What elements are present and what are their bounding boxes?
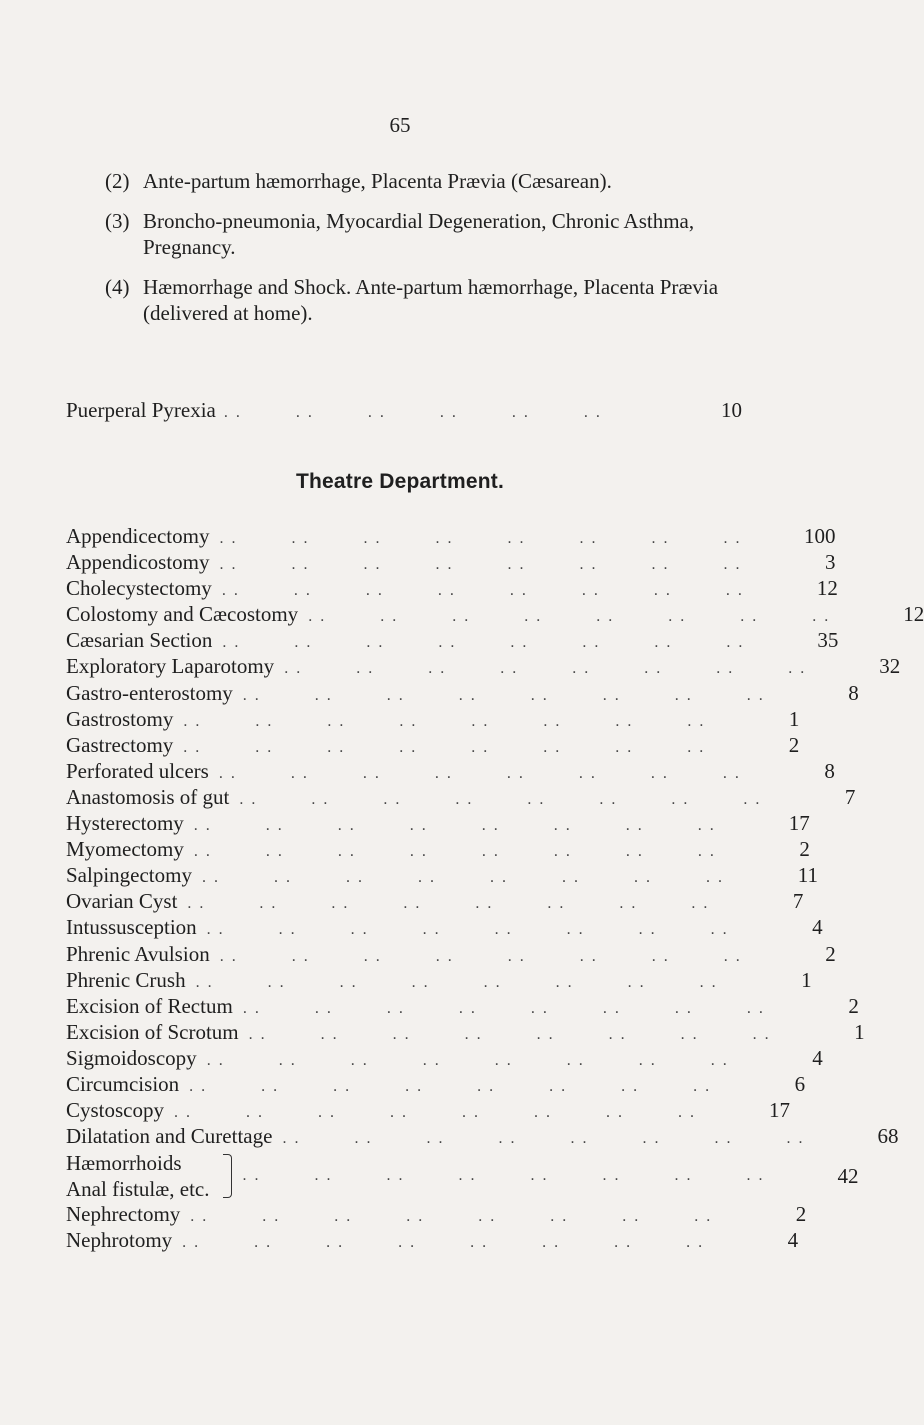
- table-row: [66, 1124, 899, 1150]
- dot-leader: . . . . . . . . . . . . . . . .: [218, 764, 795, 782]
- dot-leader: . . . . . . . . . . . . . . . .: [239, 790, 816, 808]
- dot-leader: . . . . . . . . . . . . . . . .: [183, 738, 760, 756]
- table-row: [66, 1202, 807, 1228]
- operation-name: Gastrostomy: [66, 706, 174, 731]
- table-row: [66, 1045, 823, 1072]
- dot-leader: . . . . . . . . . . . . . . . .: [221, 582, 798, 600]
- table-row: [66, 1019, 865, 1046]
- note-item: [105, 274, 745, 326]
- puerperal-pyrexia-row: [66, 398, 742, 424]
- operation-name: Hysterectomy: [66, 811, 184, 836]
- table-row: [66, 654, 901, 680]
- operation-count: 4: [812, 1045, 823, 1070]
- dot-leader: . . . . . . . . . . . . . . . .: [183, 712, 760, 730]
- operation-name: Salpingectomy: [66, 863, 192, 888]
- table-row: [66, 863, 818, 889]
- operation-name: Circumcision: [66, 1071, 180, 1096]
- brace-wrap: [209, 1154, 232, 1198]
- operation-count: 12: [903, 602, 924, 627]
- operation-name: Exploratory Laparotomy: [66, 654, 275, 679]
- dot-leader: . . . . . . . . . . . . . . . .: [242, 1167, 819, 1185]
- note-item: [105, 168, 745, 194]
- operation-count: 12: [816, 576, 838, 601]
- table-row: [66, 993, 859, 1020]
- operation-count: 2: [799, 837, 810, 862]
- operation-count: 8: [824, 758, 835, 783]
- operation-count: 42: [837, 1163, 859, 1188]
- table-row: [66, 706, 800, 733]
- operation-name: Excision of Scrotum: [66, 1019, 239, 1044]
- row-value: 10: [721, 398, 742, 422]
- operation-name: Perforated ulcers: [66, 758, 209, 783]
- table-row: [66, 941, 836, 968]
- grouped-row: [66, 1150, 859, 1202]
- operation-name: Gastro-enterostomy: [66, 680, 233, 705]
- dot-leader: . . . . . . . . . . . . . . . .: [282, 1130, 859, 1148]
- dot-leader: . . . . . . . . . . . . . . . .: [201, 869, 778, 887]
- operation-count: 2: [825, 941, 836, 966]
- operation-name: Appendicectomy: [66, 524, 210, 548]
- dot-leader: . . . . . . . . . . . . . . . .: [189, 1077, 766, 1095]
- table-row: [66, 550, 836, 576]
- operation-name: Dilatation and Curettage: [66, 1124, 273, 1149]
- dot-leader: . . . . . . . . . . . . . . . .: [174, 1104, 751, 1122]
- operation-count: 17: [769, 1098, 791, 1123]
- dot-leader: . . . . . . . . . . . . . . . .: [219, 947, 796, 965]
- dot-leader: . . . . . . . . . . . . . . . .: [308, 608, 885, 626]
- table-row: [66, 524, 836, 550]
- dot-leader: . . . . . . . . . . . . . . . .: [284, 660, 861, 678]
- operation-count: 100: [803, 524, 836, 548]
- table-row: [66, 732, 800, 759]
- operation-count: 7: [792, 889, 804, 914]
- page-number: 65: [389, 113, 411, 137]
- dot-leader: . . . . . . . . . . . . . . . .: [193, 843, 770, 861]
- table-row: [66, 967, 812, 994]
- operation-count: 1: [801, 967, 812, 992]
- operation-count: 1: [854, 1019, 865, 1044]
- note-text: Broncho-pneumonia, Myocardial Degeneration, Chronic Asthma, Pregnancy.: [143, 209, 695, 259]
- dot-leader: . . . . . . . . . . . . . . . .: [193, 817, 770, 835]
- operations-table: [66, 524, 924, 1254]
- operation-name: Cæsarian Section: [66, 628, 213, 653]
- table-row: [66, 915, 823, 941]
- operation-count: 32: [879, 654, 901, 679]
- operation-count: 68: [877, 1124, 899, 1149]
- operation-count: 1: [788, 706, 800, 731]
- table-row: [66, 602, 924, 628]
- table-row: [66, 628, 839, 654]
- dot-leader: . . . . . . . . . . . . . . . .: [190, 1208, 767, 1226]
- table-row: [66, 811, 810, 837]
- note-number: (2): [105, 169, 130, 193]
- grouped-names: [66, 1150, 209, 1202]
- operation-count: 11: [797, 863, 818, 888]
- operation-count: 7: [844, 784, 856, 809]
- operation-count: 35: [817, 628, 839, 653]
- row-label: Puerperal Pyrexia: [66, 398, 216, 422]
- operation-count: 3: [824, 550, 836, 575]
- operation-name: Gastrectomy: [66, 732, 174, 757]
- operation-count: 6: [794, 1071, 806, 1096]
- dot-leader: . . . . . . . . . . . . . . . .: [206, 1051, 783, 1069]
- section-heading: Theatre Department.: [295, 470, 505, 493]
- table-row: [66, 680, 859, 707]
- operation-name: Nephrectomy: [66, 1202, 181, 1227]
- dot-leader: . . . . . . . . . . . . . . . .: [219, 556, 796, 574]
- operation-count: 17: [788, 811, 810, 836]
- operation-count: 4: [787, 1228, 799, 1253]
- operation-count: 2: [795, 1202, 807, 1227]
- dot-leader: . . . . . . . . . . . . . . . .: [206, 921, 783, 939]
- operation-name: Intussusception: [66, 915, 197, 940]
- operation-count: 8: [848, 680, 859, 705]
- dot-leader: . . . . . . . . . . . . . . . .: [242, 999, 819, 1017]
- dot-leader: . . . . . . . . . . . . . . . .: [219, 530, 796, 547]
- table-row: [66, 576, 838, 602]
- operation-name: Cholecystectomy: [66, 576, 212, 601]
- dot-leader: . . . . . . . . . . . . . . . .: [242, 686, 819, 704]
- operation-name: Nephrotomy: [66, 1228, 173, 1253]
- operation-name: Sigmoidoscopy: [66, 1045, 197, 1070]
- dot-leader: . . . . . . . . . . . . . . . .: [222, 634, 799, 652]
- right-brace-icon: [223, 1154, 232, 1198]
- operation-name: Anastomosis of gut: [66, 784, 230, 809]
- operation-count: 2: [788, 732, 800, 757]
- operation-name: Appendicostomy: [66, 550, 210, 575]
- operation-name: Myomectomy: [66, 837, 184, 862]
- dot-leader: . . . . . . . . . . . . . . . .: [195, 973, 772, 991]
- table-row: [66, 1071, 806, 1098]
- note-text: Ante-partum hæmorrhage, Placenta Prævia (Cæsarean).: [143, 169, 612, 193]
- operation-name: Colostomy and Cæcostomy: [66, 602, 299, 627]
- operation-name: Phrenic Crush: [66, 967, 186, 992]
- note-number: (4): [105, 275, 130, 299]
- dot-leader: . . . . . . . . . . . . . . . .: [248, 1025, 825, 1043]
- dot-leader: . . . . . . . . . . . . . . . .: [182, 1234, 759, 1252]
- dot-leader: . . . . . . . . . . . .: [223, 404, 602, 421]
- operation-name: Anal fistulæ, etc.: [66, 1177, 210, 1202]
- operation-name: Phrenic Avulsion: [66, 941, 210, 966]
- note-item: [105, 208, 745, 260]
- table-row: [66, 758, 835, 785]
- note-text: Hæmorrhage and Shock. Ante-partum hæmorrhage, Placenta Prævia (delivered at home).: [143, 275, 719, 325]
- table-row: [66, 889, 804, 915]
- dot-leader: . . . . . . . . . . . . . . . .: [187, 895, 764, 913]
- death-notes: [105, 168, 745, 340]
- operation-name: Cystoscopy: [66, 1098, 165, 1123]
- operation-name: Hæmorrhoids: [66, 1151, 182, 1176]
- table-row: [66, 1228, 799, 1254]
- operation-count: 4: [812, 915, 823, 940]
- operation-count: 2: [848, 993, 859, 1018]
- table-row: [66, 1098, 791, 1124]
- table-row: [66, 837, 810, 863]
- operation-name: Ovarian Cyst: [66, 889, 178, 914]
- operation-name: Excision of Rectum: [66, 993, 233, 1018]
- note-number: (3): [105, 209, 130, 233]
- table-row: [66, 784, 856, 811]
